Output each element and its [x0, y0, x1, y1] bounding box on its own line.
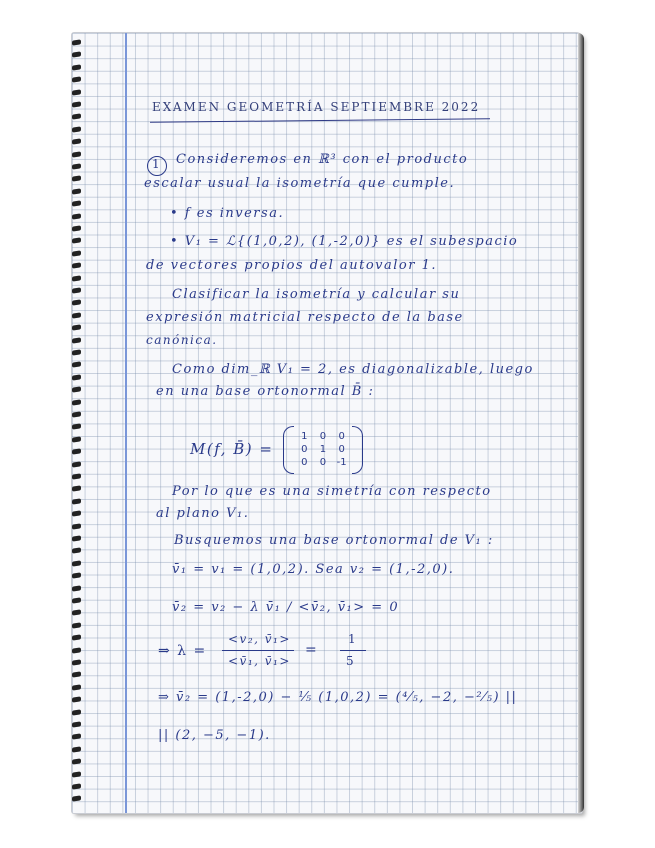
- binding-ring: [72, 77, 81, 83]
- statement-line-2: escalar usual la isometría que cumple.: [144, 176, 456, 191]
- margin-line: [125, 33, 127, 813]
- binding-ring: [72, 399, 81, 405]
- binding-ring: [72, 325, 81, 331]
- binding-ring: [72, 535, 81, 541]
- binding-ring: [72, 635, 81, 641]
- solution-line-4: al plano V₁.: [156, 506, 250, 521]
- spiral-binding: [72, 40, 84, 810]
- matrix-right-paren: [352, 426, 363, 474]
- task-line-1: Clasificar la isometría y calcular su: [172, 287, 461, 302]
- binding-ring: [72, 436, 81, 442]
- binding-ring: [72, 498, 81, 504]
- binding-ring: [72, 349, 81, 355]
- binding-ring: [72, 461, 81, 467]
- binding-ring: [72, 684, 81, 690]
- binding-ring: [72, 647, 81, 653]
- binding-ring: [72, 176, 81, 182]
- exam-title: EXAMEN GEOMETRÍA SEPTIEMBRE 2022: [152, 100, 481, 114]
- matrix-cell: 0: [338, 431, 345, 442]
- result-numerator: 1: [348, 632, 358, 646]
- statement-line-3: de vectores propios del autovalor 1.: [146, 258, 438, 273]
- statement-line-1: Consideremos en ℝ³ con el producto: [176, 152, 469, 167]
- result-denominator: 5: [346, 654, 356, 668]
- solution-line-5: Busquemos una base ortonormal de V₁ :: [174, 533, 494, 548]
- fraction-bar: [222, 650, 294, 651]
- binding-ring: [72, 796, 81, 802]
- binding-ring: [72, 672, 81, 678]
- problem-number: 1: [152, 157, 162, 171]
- lambda-denominator: <v̄₁, v̄₁>: [228, 654, 291, 668]
- matrix-cell: 0: [301, 444, 308, 455]
- matrix-cell: 1: [319, 444, 327, 455]
- binding-ring: [72, 746, 81, 752]
- binding-ring: [72, 101, 81, 107]
- binding-ring: [72, 225, 81, 231]
- binding-ring: [72, 201, 81, 207]
- solution-line-2: en una base ortonormal B̄ :: [156, 384, 375, 399]
- bullet-subspace: • V₁ = ℒ{(1,0,2), (1,-2,0)} es el subespacio: [170, 234, 519, 249]
- matrix-cell: 0: [338, 444, 345, 455]
- matrix-entries: [295, 430, 351, 469]
- binding-ring: [72, 548, 81, 554]
- solution-line-10: || (2, −5, −1).: [158, 728, 271, 743]
- binding-ring: [72, 213, 81, 219]
- binding-ring: [72, 188, 81, 194]
- binding-ring: [72, 597, 81, 603]
- binding-ring: [72, 449, 81, 455]
- binding-ring: [72, 585, 81, 591]
- binding-ring: [72, 250, 81, 256]
- binding-ring: [72, 263, 81, 269]
- binding-ring: [72, 523, 81, 529]
- binding-ring: [72, 697, 81, 703]
- lambda-equals: =: [305, 642, 319, 658]
- binding-ring: [72, 411, 81, 417]
- binding-ring: [72, 771, 81, 777]
- task-line-3: canónica.: [146, 333, 218, 347]
- binding-ring: [72, 374, 81, 380]
- binding-ring: [72, 275, 81, 281]
- binding-ring: [72, 721, 81, 727]
- binding-ring: [72, 560, 81, 566]
- binding-ring: [72, 759, 81, 765]
- binding-ring: [72, 238, 81, 244]
- task-line-2: expresión matricial respecto de la base: [146, 310, 464, 325]
- bullet-inverse: • f es inversa.: [170, 206, 285, 221]
- binding-ring: [72, 424, 81, 430]
- solution-line-1: Como dim_ℝ V₁ = 2, es diagonalizable, luego: [172, 362, 534, 377]
- binding-ring: [72, 473, 81, 479]
- binding-ring: [72, 337, 81, 343]
- binding-ring: [72, 362, 81, 368]
- binding-ring: [72, 39, 81, 45]
- binding-ring: [72, 573, 81, 579]
- binding-ring: [72, 312, 81, 318]
- matrix-left-paren: [283, 426, 294, 474]
- binding-ring: [72, 659, 81, 665]
- binding-ring: [72, 64, 81, 70]
- diagonal-matrix: [283, 428, 363, 470]
- binding-ring: [72, 52, 81, 58]
- binding-ring: [72, 622, 81, 628]
- matrix-cell: 0: [319, 457, 327, 468]
- binding-ring: [72, 610, 81, 616]
- matrix-cell: 0: [301, 457, 308, 468]
- binding-ring: [72, 114, 81, 120]
- binding-ring: [72, 287, 81, 293]
- binding-ring: [72, 89, 81, 95]
- matrix-cell: -1: [336, 457, 347, 468]
- binding-ring: [72, 126, 81, 132]
- solution-line-3: Por lo que es una simetría con respecto: [172, 484, 492, 499]
- matrix-cell: 1: [301, 431, 308, 442]
- result-fraction-bar: [340, 650, 366, 651]
- lambda-numerator: <v₂, v̄₁>: [228, 632, 291, 646]
- binding-ring: [72, 300, 81, 306]
- binding-ring: [72, 163, 81, 169]
- binding-ring: [72, 151, 81, 157]
- solution-line-9: ⇒ v̄₂ = (1,-2,0) − ⅕ (1,0,2) = (⁴⁄₅, −2, −²⁄₅) ||: [158, 690, 518, 705]
- binding-ring: [72, 511, 81, 517]
- lambda-prefix: ⇒ λ =: [158, 643, 207, 659]
- matrix-cell: 0: [319, 431, 327, 442]
- solution-line-6: v̄₁ = v₁ = (1,0,2). Sea v₂ = (1,-2,0).: [172, 562, 455, 577]
- binding-ring: [72, 709, 81, 715]
- solution-line-7: v̄₂ = v₂ − λ v̄₁ / <v̄₂, v̄₁> = 0: [172, 600, 400, 615]
- matrix-label: M(f, B̄) =: [190, 440, 274, 458]
- binding-ring: [72, 139, 81, 145]
- binding-ring: [72, 783, 81, 789]
- binding-ring: [72, 387, 81, 393]
- binding-ring: [72, 486, 81, 492]
- binding-ring: [72, 734, 81, 740]
